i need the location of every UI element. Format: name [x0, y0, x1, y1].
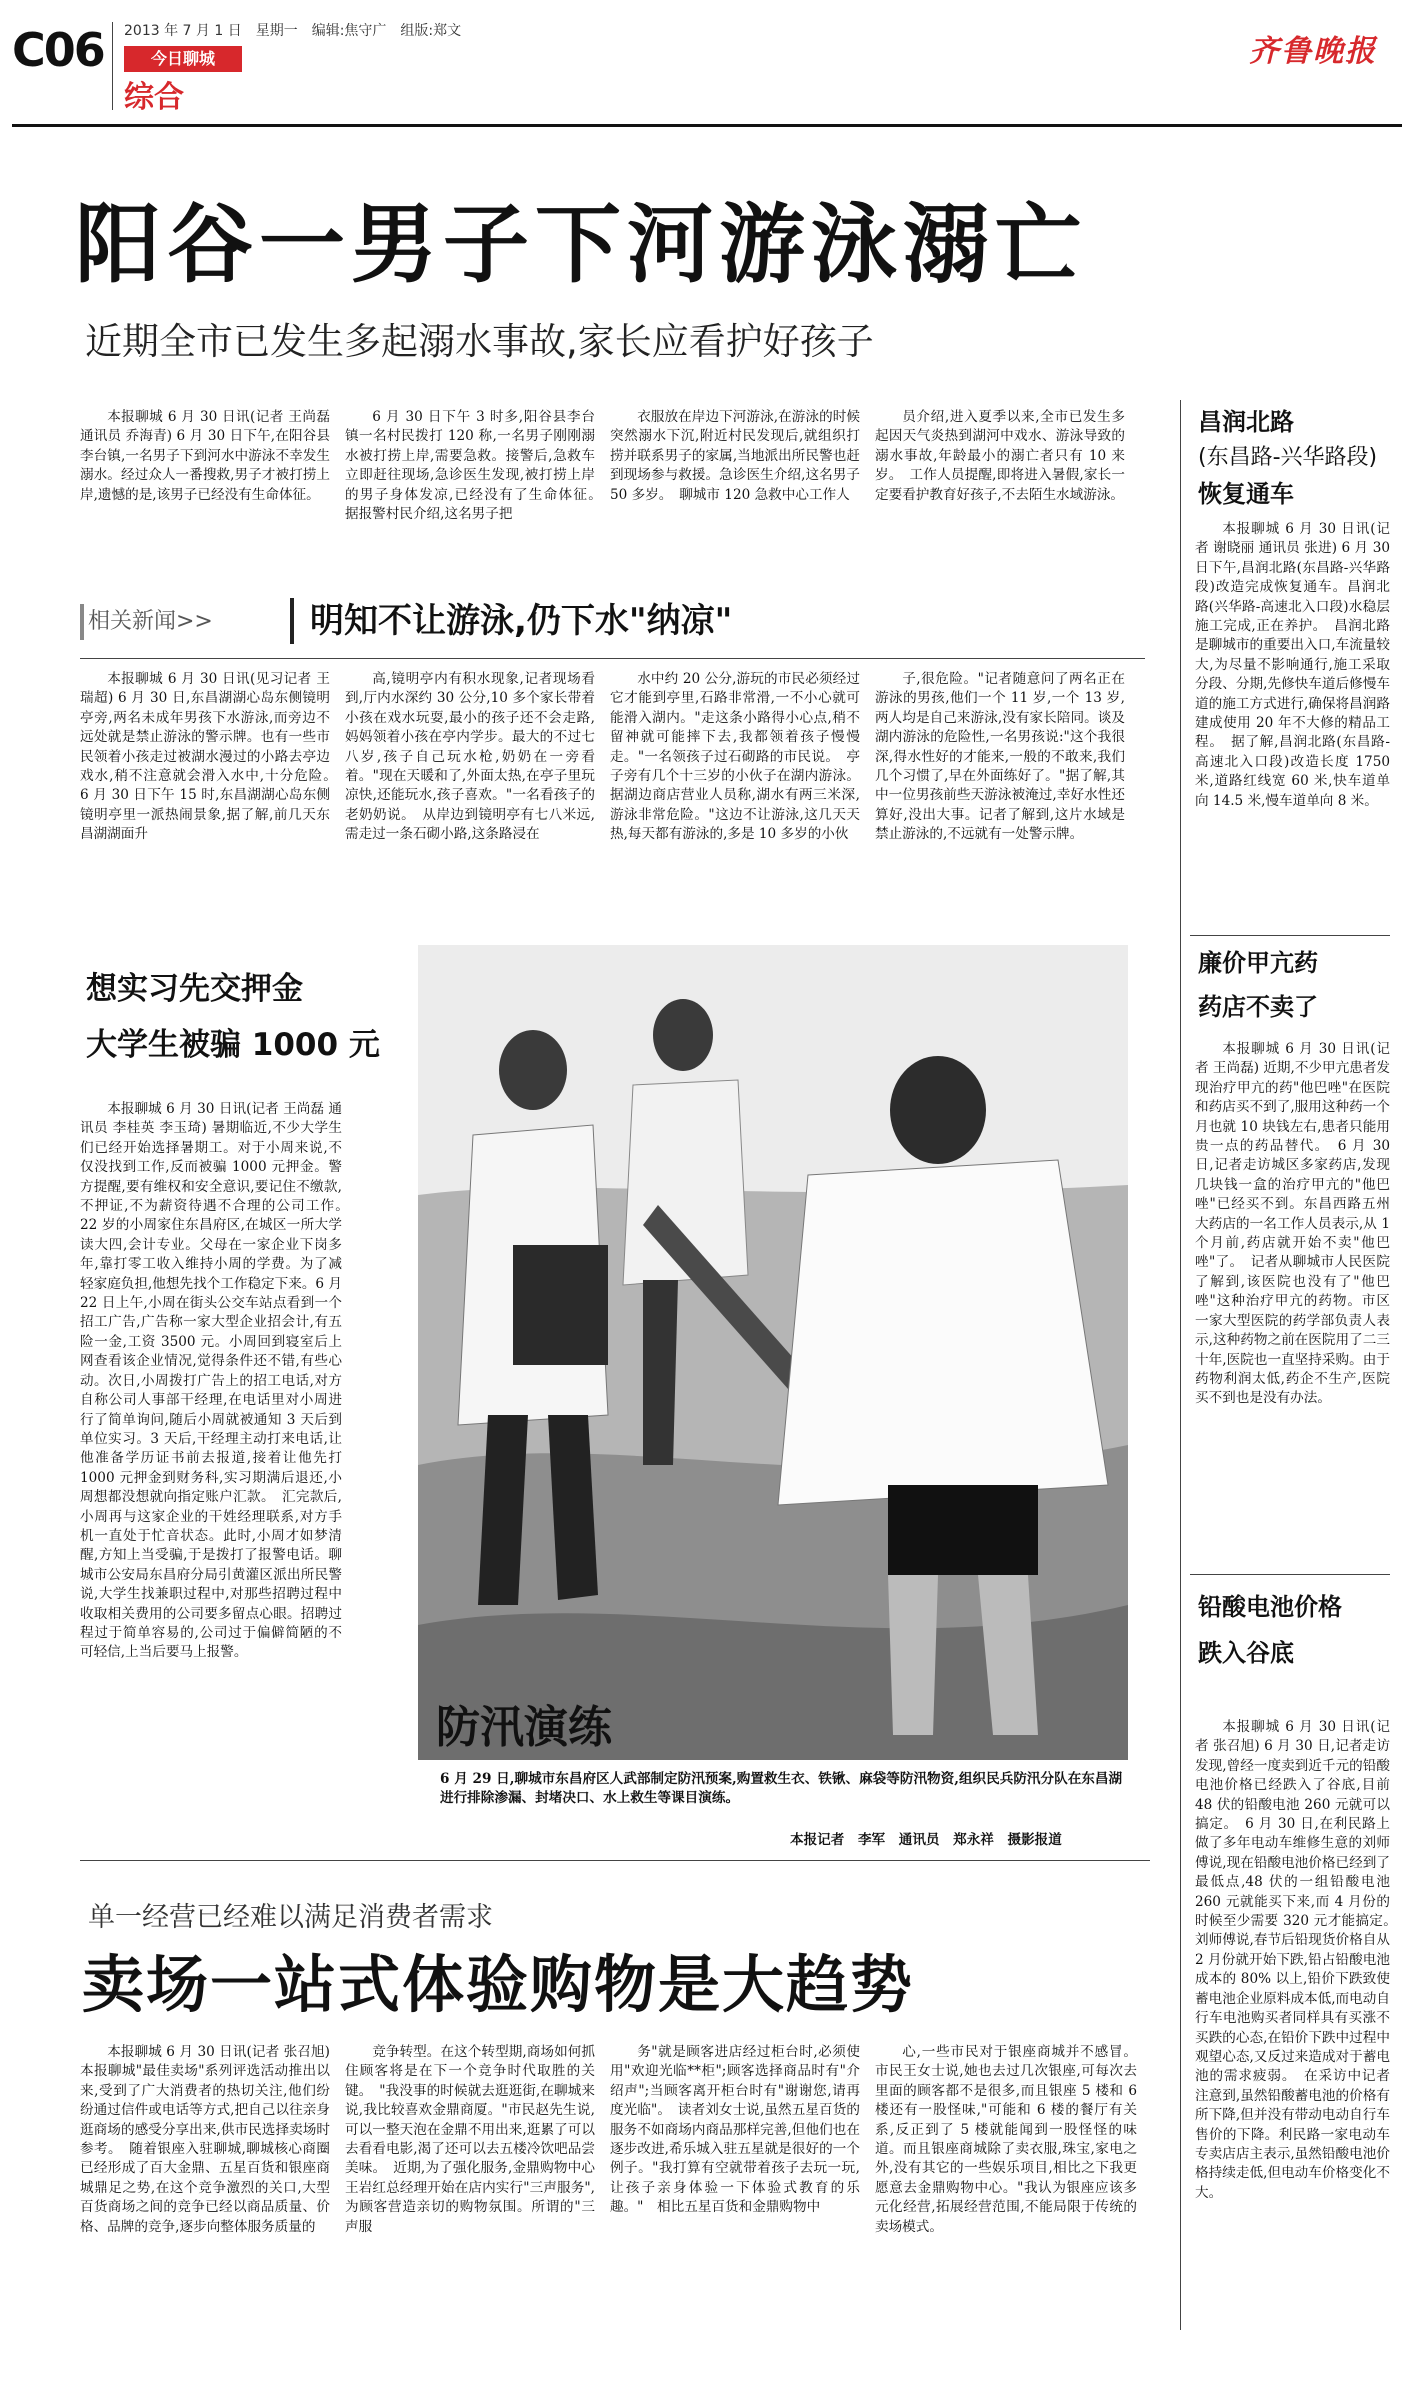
- sidebar-rule: [1180, 400, 1181, 2330]
- brand-logo: 齐鲁晚报: [1249, 34, 1377, 69]
- mall-col-2: 竞争转型。在这个转型期,商场如何抓住顾客将是在下一个竞争时代取胜的关键。 "我没事的时候就去逛逛街,在聊城来说,我比较喜欢金鼎商厦。"市民赵先生说,可以一整天泡在金鼎不用出来,逛累了可以去看看电影,渴了还可以去五楼冷饮吧品尝美味。 近期,为了强化服务,金鼎购物中心王岩红总经理开始在店内实行"三声服务",为顾客营造亲切的购物氛围。所谓的"三声服: [345, 2044, 595, 2235]
- related-col-3: 水中约 20 公分,游玩的市民必须经过它才能到亭里,石路非常滑,一不小心就可能滑入湖内。"走这条小路得小心点,稍不留神就可能摔下去,我都领着孩子慢慢走。"一名领孩子过石砌路的市民说。 亭子旁有几个十三岁的小伙子在湖内游泳。据湖边商店营业人员称,湖水有两三米深,游泳非常危险。"这边不让游泳,这几天天热,每天都有游泳的,多是 10 多岁的小伙: [610, 671, 860, 843]
- related-rule: [80, 658, 1145, 659]
- sidebar-2-title-2: 药店不卖了: [1198, 993, 1318, 1021]
- sidebar-1-title-3: 恢复通车: [1198, 480, 1294, 508]
- photo-caption: [440, 1770, 1128, 1828]
- sidebar-1-title-1: 昌润北路: [1198, 408, 1294, 436]
- sidebar-3-title-2: 跌入谷底: [1198, 1639, 1294, 1667]
- lead-col-1: 本报聊城 6 月 30 日讯(记者 王尚磊 通讯员 乔海青) 6 月 30 日下午,在阳谷县李台镇,一名男子下到河水中游泳不幸发生溺水。经过众人一番搜救,男子才被打捞上岸,遗憾的是,该男子已经没有生命体征。: [80, 409, 330, 503]
- date-line: 2013 年 7 月 1 日 星期一 编辑:焦守广 组版:郑文: [124, 23, 462, 39]
- masthead-divider: [112, 22, 113, 110]
- lead-subhead: 近期全市已发生多起溺水事故,家长应看护好孩子: [85, 320, 874, 363]
- sidebar-2-rule: [1190, 1574, 1390, 1575]
- sidebar-3-body: 本报聊城 6 月 30 日讯(记者 张召旭) 6 月 30 日,记者走访发现,曾经一度卖到近千元的铅酸电池价格已经跌入了谷底,目前 48 伏的铅酸电池 260 元就可以搞定。 6 月 30 日,在利民路上做了多年电动车维修生意的刘师傅说,现在铅酸电池价格已经到了最低点,48 伏的一组铅酸电池 260 元就能买下来,而 4 月份的时候至少需要 320 元才能搞定。 刘师傅说,春节后铅现货价格自从 2 月份就开始下跌,铅占铅酸电池成本的 80% 以上,铅价下跌致使蓄电池企业原料成本低,而电动自行车电池购买者同样具有买涨不买跌的心态,在铅价下跌中过程中观望心态,又反过来造成对于蓄电池的需求疲弱。 在采访中记者注意到,虽然铅酸蓄电池的价格有所下降,但并没有带动电动自行车售价的下降。利民路一家电动车专卖店店主表示,虽然铅酸电池价格持续走低,但电动车价格变化不大。: [1195, 1719, 1404, 2201]
- masthead-rule: [12, 124, 1402, 127]
- drill-photo-scene: [418, 945, 1128, 1760]
- sidebar-2-body: 本报聊城 6 月 30 日讯(记者 王尚磊) 近期,不少甲亢患者发现治疗甲亢的药"他巴唑"在医院和药店买不到了,服用这种药一个月也就 10 块钱左右,患者只能用贵一点的药品替代。 6 月 30 日,记者走访城区多家药店,发现几块钱一盒的治疗甲亢的"他巴唑"已经买不到。东昌西路五州大药店的一名工作人员表示,从 1 个月前,药店就开始不卖"他巴唑"了。 记者从聊城市人民医院了解到,该医院也没有了"他巴唑"这种治疗甲亢的药物。市区一家大型医院的药学部负责人表示,这种药物之前在医院用了二三十年,医院也一直坚持采购。由于药物利润太低,药企不生产,医院买不到也是没有办法。: [1195, 1041, 1390, 1407]
- related-tag: 相关新闻>>: [88, 609, 213, 634]
- page-code: C06: [12, 23, 104, 77]
- related-headline-bar: [290, 598, 294, 644]
- mall-top-rule: [80, 1860, 1150, 1861]
- related-headline: 明知不让游泳,仍下水"纳凉": [310, 601, 733, 641]
- sidebar-2-title-1: 廉价甲亢药: [1198, 949, 1318, 977]
- mall-col-4: 心,一些市民对于银座商城并不感冒。市民王女士说,她也去过几次银座,可每次去里面的顾客都不是很多,而且银座 5 楼和 6 楼还有一股怪味,"可能和 6 楼的餐厅有关系,反正到了 5 楼就能闻到一股怪怪的味道。而且银座商城除了卖衣服,珠宝,家电之外,没有其它的一些娱乐项目,相比之下我更愿意去金鼎购物中心。"我认为银座应该多元化经营,拓展经营范围,不能局限于传统的卖场模式。: [875, 2044, 1137, 2235]
- related-col-4: 子,很危险。"记者随意问了两名正在游泳的男孩,他们一个 11 岁,一个 13 岁,两人均是自己来游泳,没有家长陪同。谈及湖内游泳的危险性,一名男孩说:"这个我很深,得水性好的才能来,一般的不敢来,我们几个习惯了,早在外面练好了。"据了解,其中一位男孩前些天游泳被淹过,幸好水性还算好,没出大事。记者了解到,这片水域是禁止游泳的,不远就有一处警示牌。: [875, 671, 1125, 843]
- mall-headline: 卖场一站式体验购物是大趋势: [82, 1948, 915, 2021]
- related-col-1: 本报聊城 6 月 30 日讯(见习记者 王瑞超) 6 月 30 日,东昌湖湖心岛东侧镜明亭旁,两名未成年男孩下水游泳,而旁边不远处就是禁止游泳的警示牌。也有一些市民领着小孩走过被湖水漫过的小路去亭边戏水,稍不注意就会滑入水中,十分危险。 6 月 30 日下午 15 时,东昌湖湖心岛东侧镜明亭里一派热闹景象,据了解,前几天东昌湖湖面升: [80, 671, 344, 843]
- scam-headline-2: 大学生被骗 1000 元: [86, 1027, 380, 1063]
- lead-col-4: 员介绍,进入夏季以来,全市已发生多起因天气炎热到湖河中戏水、游泳导致的溺水事故,年龄最小的溺亡者只有 10 来岁。 工作人员提醒,即将进入暑假,家长一定要看护教育好孩子,不去陌生水域游泳。: [875, 409, 1125, 503]
- sidebar-1-rule: [1190, 935, 1390, 936]
- sidebar-3-title-1: 铅酸电池价格: [1198, 1593, 1342, 1621]
- mall-col-3: 务"就是顾客进店经过柜台时,必须使用"欢迎光临**柜";顾客选择商品时有"介绍声";当顾客离开柜台时有"谢谢您,请再度光临"。 读者刘女士说,虽然五星百货的服务不如商场内商品那样完善,但他们也在逐步改进,希乐城入驻五星就是很好的一个例子。"我打算有空就带着孩子去玩一玩,让孩子亲身体验一下体验式教育的乐趣。" 相比五星百货和金鼎购物中: [610, 2044, 860, 2216]
- lead-col-3: 衣服放在岸边下河游泳,在游泳的时候突然溺水下沉,附近村民发现后,就组织打捞并联系男子的家属,当地派出所民警也赶到现场参与救援。急诊医生介绍,这名男子 50 多岁。 聊城市 120 急救中心工作人: [610, 409, 860, 503]
- sidebar-1-body: 本报聊城 6 月 30 日讯(记者 谢晓丽 通讯员 张进) 6 月 30 日下午,昌润北路(东昌路-兴华路段)改造完成恢复通车。昌润北路(兴华路-高速北入口段)水稳层施工完成,正在养护。 昌润北路是聊城市的重要出入口,车流量较大,为尽量不影响通行,施工采取分段、分期,先修快车道后修慢车道的施工方式进行,确保将昌润路建成使用 20 年不大修的精品工程。 据了解,昌润北路(东昌路-高速北入口段)改造长度 1750 米,道路红线宽 60 米,快车道单向 14.5 米,慢车道单向 8 米。: [1195, 521, 1390, 809]
- related-col-2: 高,镜明亭内有积水现象,记者现场看到,厅内水深约 30 公分,10 多个家长带着小孩在戏水玩耍,最小的孩子还不会走路,妈妈领着小孩在亭内学步。最大的不过七八岁,孩子自己玩水枪,奶奶在一旁看着。"现在天暖和了,外面太热,在亭子里玩凉快,还能玩水,孩子喜欢。"一名看孩子的老奶奶说。 从岸边到镜明亭有七八米远,需走过一条石砌小路,这条路浸在: [345, 671, 595, 843]
- photo-caption-text: 6 月 29 日,聊城市东昌府区人武部制定防汛预案,购置救生衣、铁锹、麻袋等防汛物资,组织民兵防汛分队在东昌湖进行排除渗漏、封堵决口、水上救生等课目演练。: [440, 1771, 1123, 1807]
- scam-headline-1: 想实习先交押金: [86, 971, 303, 1007]
- lead-headline: 阳谷一男子下河游泳溺亡: [75, 195, 1087, 295]
- related-tag-bar: [80, 604, 84, 640]
- mall-col-1: 本报聊城 6 月 30 日讯(记者 张召旭) 本报聊城"最佳卖场"系列评选活动推出以来,受到了广大消费者的热切关注,他们纷纷通过信件或电话等方式,把自己以往亲身逛商场的感受分享出来,供市民选择卖场时参考。 随着银座入驻聊城,聊城核心商圈已经形成了百大金鼎、五星百货和银座商城鼎足之势,在这个竞争激烈的关口,大型百货商场之间的竞争已经以商品质量、价格、品牌的竞争,逐步向整体服务质量的: [80, 2044, 330, 2235]
- sidebar-1-title-2: (东昌路-兴华路段): [1198, 445, 1378, 470]
- photo-overlay-title: 防汛演练: [436, 1702, 612, 1753]
- drill-photo: [418, 945, 1128, 1760]
- section-tab: 今日聊城: [124, 46, 242, 72]
- mall-kicker: 单一经营已经难以满足消费者需求: [88, 1902, 493, 1933]
- photo-credit: 本报记者 李军 通讯员 郑永祥 摄影报道: [790, 1832, 1062, 1848]
- section-title: 综合: [124, 80, 184, 115]
- scam-body: 本报聊城 6 月 30 日讯(记者 王尚磊 通讯员 李桂英 李玉琦) 暑期临近,不少大学生们已经开始选择暑期工。对于小周来说,不仅没找到工作,反而被骗 1000 元押金。警方提醒,要有维权和安全意识,要记住不缴款,不押证,不为薪资待遇不合理的公司工作。 22 岁的小周家住东昌府区,在城区一所大学读大四,会计专业。父母在一家企业下岗多年,靠打零工收入维持小周的学费。为了减轻家庭负担,他想先找个工作稳定下来。6 月 22 日上午,小周在街头公交车站点看到一个招工广告,广告称一家大型企业招会计,有五险一金,工资 3500 元。小周回到寝室后上网查看该企业情况,觉得条件还不错,有些心动。次日,小周拨打广告上的招工电话,对方自称公司人事部干经理,在电话里对小周进行了简单询问,随后小周就被通知 3 天后到单位实习。3 天后,干经理主动打来电话,让他准备学历证书前去报道,接着让他先打 1000 元押金到财务科,实习期满后退还,小周想都没想就向指定账户汇款。 汇完款后,小周再与这家企业的干姓经理联系,对方手机一直处于忙音状态。此时,小周才如梦清醒,方知上当受骗,于是拨打了报警电话。聊城市公安局东昌府分局引黄灌区派出所民警说,大学生找兼职过程中,对那些招聘过程中收取相关费用的公司要多留点心眼。招聘过程过于简单容易的,公司过于偏僻简陋的不可轻信,上当后要马上报警。: [80, 1101, 356, 1661]
- lead-col-2: 6 月 30 日下午 3 时多,阳谷县李台镇一名村民拨打 120 称,一名男子刚刚溺水被打捞上岸,需要急救。接警后,急救车立即赶往现场,急诊医生发现,被打捞上岸的男子身体发凉,已经没有了生命体征。 据报警村民介绍,这名男子把: [345, 409, 609, 523]
